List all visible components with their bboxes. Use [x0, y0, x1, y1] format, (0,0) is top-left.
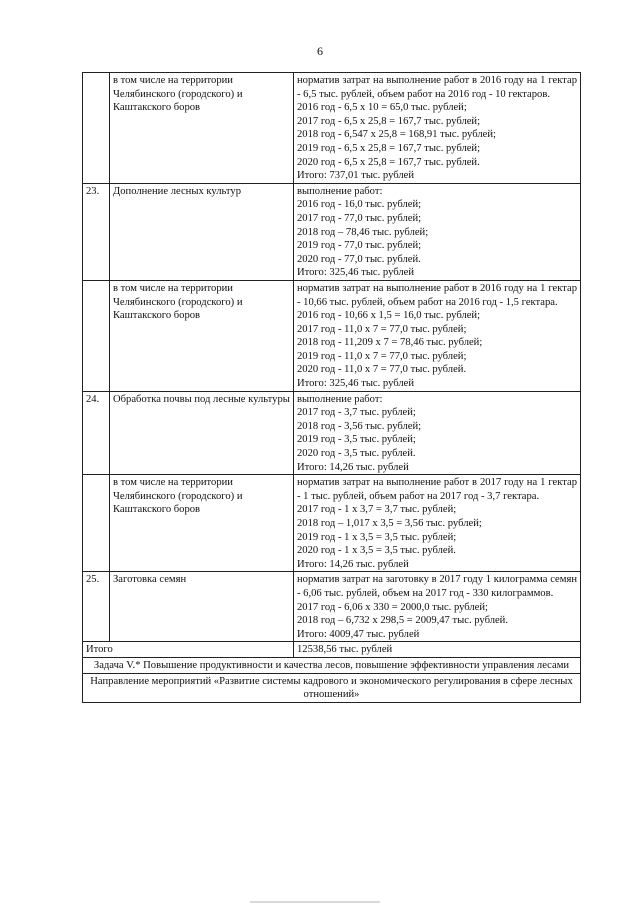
row-number [83, 475, 110, 572]
description-line: 2016 год - 6,5 х 10 = 65,0 тыс. рублей; [297, 102, 467, 114]
description-line: Итого: 4009,47 тыс. рублей [297, 628, 420, 640]
measure-name: в том числе на территории Челябинского (городского) и Каштакского боров [110, 280, 294, 391]
row-number: 23. [83, 183, 110, 280]
description-line: 2017 год - 1 х 3,7 = 3,7 тыс. рублей; [297, 504, 457, 516]
description-line: Итого: 14,26 тыс. рублей [297, 461, 409, 473]
table-body [83, 73, 581, 703]
description-line: 2017 год - 3,7 тыс. рублей; [297, 407, 416, 419]
measure-description [294, 475, 581, 572]
description-line: 2016 год - 16,0 тыс. рублей; [297, 199, 422, 211]
description-line: 2018 год – 78,46 тыс. рублей; [297, 226, 429, 238]
description-line: 2016 год - 10,66 х 1,5 = 16,0 тыс. рублей; [297, 310, 481, 322]
description-line: Итого: 325,46 тыс. рублей [297, 378, 415, 390]
description-line: 2018 год – 6,732 х 298,5 = 2009,47 тыс. рублей. [297, 615, 509, 627]
description-line: 2018 год - 3,56 тыс. рублей; [297, 420, 422, 432]
description-line: 2020 год - 1 х 3,5 = 3,5 тыс. рублей. [297, 545, 456, 557]
table-row-task [83, 657, 581, 673]
row-number: 25. [83, 572, 110, 642]
description-head: норматив затрат на выполнение работ в 2016 году на 1 гектар - 6,5 тыс. рублей, объем работ на 2016 год - 10 гектаров. [297, 75, 577, 100]
description-head: норматив затрат на выполнение работ в 2017 году на 1 гектар - 1 тыс. рублей, объем работ на 2017 год - 3,7 гектара. [297, 477, 577, 502]
table-row [83, 183, 581, 280]
measure-description [294, 183, 581, 280]
description-line: 2019 год - 6,5 х 25,8 = 167,7 тыс. рублей; [297, 142, 481, 154]
table-row [83, 280, 581, 391]
table-row [83, 475, 581, 572]
description-line: 2019 год - 11,0 х 7 = 77,0 тыс. рублей; [297, 350, 467, 362]
table-row [83, 73, 581, 184]
description-line: Итого: 737,01 тыс. рублей [297, 170, 415, 182]
table-row-total [83, 642, 581, 658]
table-row [83, 391, 581, 475]
measure-name: в том числе на территории Челябинского (городского) и Каштакского боров [110, 475, 294, 572]
row-number [83, 73, 110, 184]
description-line: 2017 год - 77,0 тыс. рублей; [297, 212, 422, 224]
measure-name: Заготовка семян [110, 572, 294, 642]
scan-edge-mark [250, 901, 380, 903]
description-line: 2017 год - 6,5 х 25,8 = 167,7 тыс. рублей; [297, 115, 481, 127]
description-line: 2018 год – 1,017 х 3,5 = 3,56 тыс. рублей; [297, 518, 482, 529]
measures-table [82, 72, 581, 703]
table-row [83, 572, 581, 642]
description-line: 2020 год - 3,5 тыс. рублей. [297, 448, 416, 460]
total-value-cell: 12538,56 тыс. рублей [294, 642, 581, 658]
description-line: Итого: 325,46 тыс. рублей [297, 267, 415, 279]
description-line: 2019 год - 1 х 3,5 = 3,5 тыс. рублей; [297, 531, 457, 543]
direction-heading: Направление мероприятий «Развитие системы кадрового и экономического регулирования в сфере лесных отношений» [83, 673, 581, 702]
page-number: 6 [317, 44, 323, 58]
measure-description [294, 280, 581, 391]
total-label-cell: Итого [83, 642, 294, 658]
description-line: 2017 год - 11,0 х 7 = 77,0 тыс. рублей; [297, 323, 467, 335]
description-head: норматив затрат на заготовку в 2017 году 1 килограмма семян - 6,06 тыс. рублей, объем на 2017 год - 330 килограммов. [297, 574, 577, 599]
description-line: 2018 год - 6,547 х 25,8 = 168,91 тыс. рублей; [297, 129, 496, 141]
measure-description [294, 572, 581, 642]
description-head: норматив затрат на выполнение работ в 2016 году на 1 гектар - 10,66 тыс. рублей, объем работ на 2016 год - 1,5 гектара. [297, 282, 577, 308]
description-line: 2017 год - 6,06 х 330 = 2000,0 тыс. рублей; [297, 601, 488, 613]
table-row-direction [83, 673, 581, 702]
description-line: 2020 год - 6,5 х 25,8 = 167,7 тыс. рублей. [297, 156, 480, 168]
measure-description [294, 391, 581, 475]
description-line: 2019 год - 3,5 тыс. рублей; [297, 434, 416, 446]
row-number: 24. [83, 391, 110, 475]
row-number [83, 280, 110, 391]
task-heading: Задача V.* Повышение продуктивности и качества лесов, повышение эффективности управления лесами [83, 657, 581, 673]
description-line: 2018 год - 11,209 х 7 = 78,46 тыс. рублей; [297, 337, 483, 349]
description-line: Итого: 14,26 тыс. рублей [297, 558, 409, 570]
description-line: 2020 год - 77,0 тыс. рублей. [297, 253, 421, 265]
description-head: выполнение работ: [297, 393, 383, 405]
measure-description [294, 73, 581, 184]
measure-name: в том числе на территории Челябинского (городского) и Каштакского боров [110, 73, 294, 184]
description-head: выполнение работ: [297, 185, 383, 197]
measure-name: Обработка почвы под лесные культуры [110, 391, 294, 475]
description-line: 2019 год - 77,0 тыс. рублей; [297, 240, 422, 252]
description-line: 2020 год - 11,0 х 7 = 77,0 тыс. рублей. [297, 364, 467, 376]
measure-name: Дополнение лесных культур [110, 183, 294, 280]
